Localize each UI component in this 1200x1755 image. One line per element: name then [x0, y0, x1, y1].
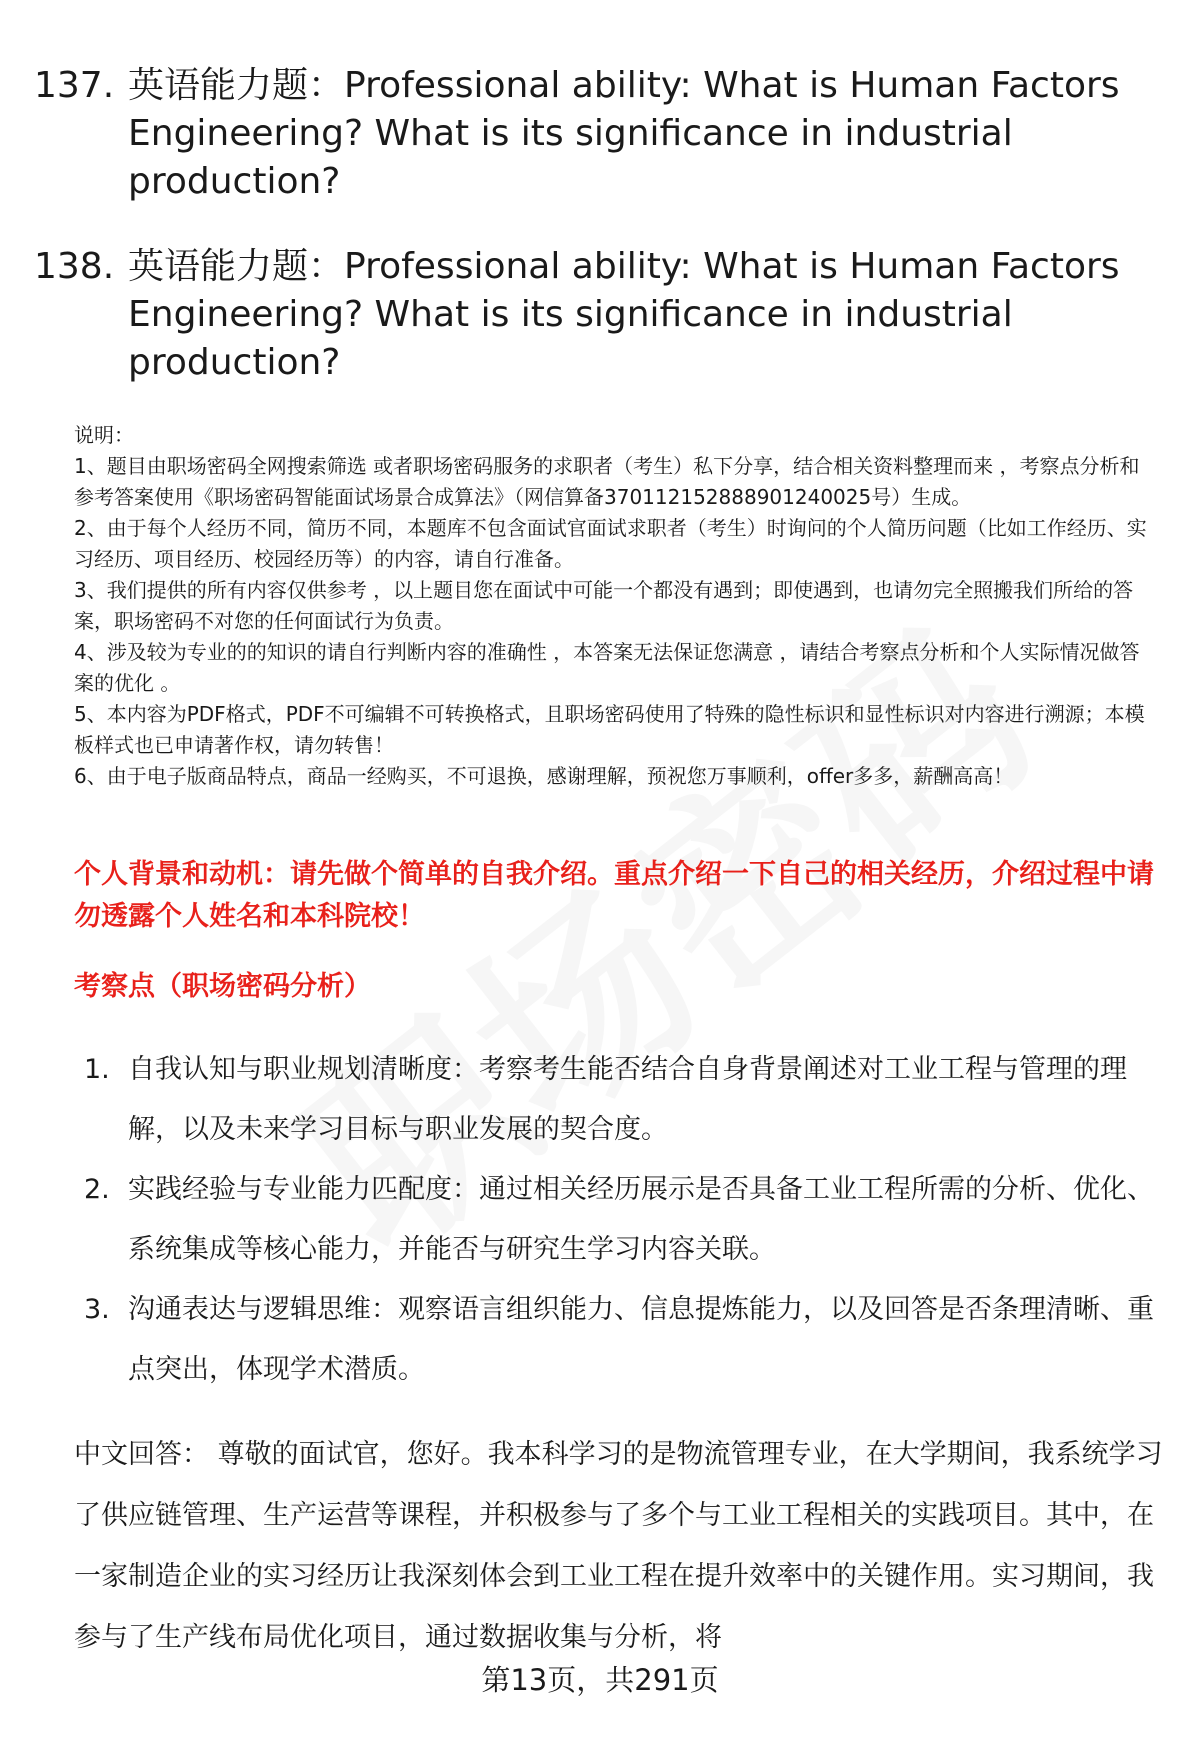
question-text: 英语能力题：Professional ability: What is Human Factors Engineering? What is its significance in industrial production?	[128, 246, 1120, 383]
points-heading: 考察点（职场密码分析）	[74, 971, 371, 1002]
point-item	[84, 1160, 1164, 1280]
notes-item-4: 4、涉及较为专业的的知识的请自行判断内容的准确性 ，本答案无法保证您满意 ，请结合考察点分析和个人实际情况做答案的优化 。	[74, 640, 1140, 695]
notes-title: 说明：	[74, 423, 134, 447]
notes-item-5: 5、本内容为PDF格式，PDF不可编辑不可转换格式，且职场密码使用了特殊的隐性标识和显性标识对内容进行溯源；本模板样式也已申请著作权，请勿转售！	[74, 702, 1145, 757]
notes-section	[74, 420, 1158, 792]
page-number: 第13页，共291页	[481, 1663, 719, 1697]
point-item	[84, 1040, 1164, 1160]
question-137	[34, 62, 1144, 206]
point-text: 沟通表达与逻辑思维：观察语言组织能力、信息提炼能力，以及回答是否条理清晰、重点突出，体现学术潜质。	[128, 1294, 1154, 1385]
point-text: 自我认知与职业规划清晰度：考察考生能否结合自身背景阐述对工业工程与管理的理解，以及未来学习目标与职业发展的契合度。	[128, 1054, 1127, 1145]
point-number: 3.	[84, 1294, 110, 1325]
question-number: 138.	[34, 246, 115, 287]
notes-item-1: 1、题目由职场密码全网搜索筛选 或者职场密码服务的求职者（考生）私下分享，结合相关资料整理而来 ，考察点分析和参考答案使用《职场密码智能面试场景合成算法》（网信算备370112152888901240025号）生成。	[74, 454, 1140, 509]
question-number: 137.	[34, 65, 115, 106]
notes-item-2: 2、由于每个人经历不同，简历不同，本题库不包含面试官面试求职者（考生）时询问的个人简历问题（比如工作经历、实习经历、项目经历、校园经历等）的内容，请自行准备。	[74, 516, 1147, 571]
question-138	[34, 243, 1144, 387]
point-number: 1.	[84, 1054, 110, 1085]
notes-item-3: 3、我们提供的所有内容仅供参考 ，以上题目您在面试中可能一个都没有遇到；即使遇到，也请勿完全照搬我们所给的答案，职场密码不对您的任何面试行为负责。	[74, 578, 1134, 633]
point-number: 2.	[84, 1174, 110, 1205]
notes-item-6: 6、由于电子版商品特点，商品一经购买，不可退换，感谢理解，预祝您万事顺利，offer多多，薪酬高高！	[74, 764, 1014, 788]
point-item	[84, 1280, 1164, 1400]
point-text: 实践经验与专业能力匹配度：通过相关经历展示是否具备工业工程所需的分析、优化、系统集成等核心能力，并能否与研究生学习内容关联。	[128, 1174, 1154, 1265]
points-list	[84, 1040, 1164, 1400]
motivation-heading: 个人背景和动机：请先做个简单的自我介绍。重点介绍一下自己的相关经历，介绍过程中请勿透露个人姓名和本科院校！	[74, 859, 1154, 932]
chinese-answer: 中文回答： 尊敬的面试官，您好。我本科学习的是物流管理专业，在大学期间，我系统学习了供应链管理、生产运营等课程，并积极参与了多个与工业工程相关的实践项目。其中，在一家制造企业的实习经历让我深刻体会到工业工程在提升效率中的关键作用。实习期间，我参与了生产线布局优化项目，通过数据收集与分析，将	[74, 1439, 1163, 1653]
question-text: 英语能力题：Professional ability: What is Human Factors Engineering? What is its significance in industrial production?	[128, 65, 1120, 202]
